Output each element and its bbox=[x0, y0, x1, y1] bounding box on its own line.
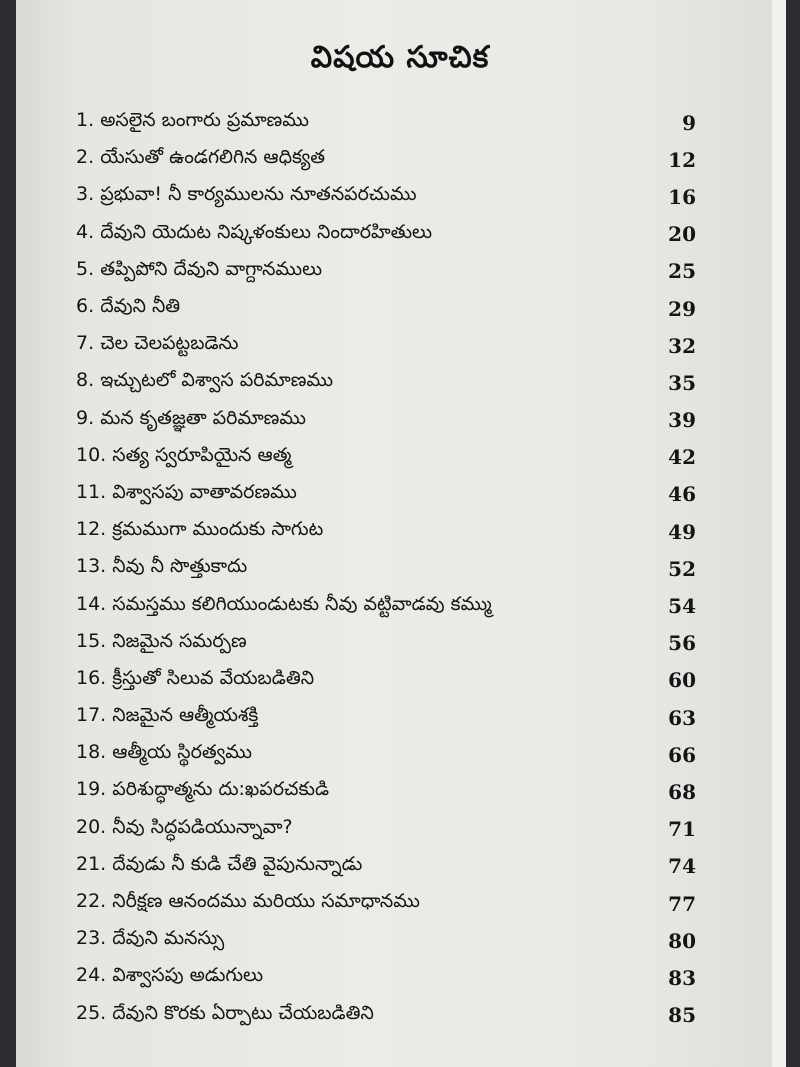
toc-entry-title: విశ్వాసపు అడుగులు bbox=[112, 964, 264, 987]
toc-entry-label bbox=[76, 890, 420, 917]
toc-entry-label bbox=[76, 332, 238, 359]
toc-entry-label bbox=[76, 407, 306, 434]
toc-entry-title: దేవుని కొరకు ఏర్పాటు చేయబడితిని bbox=[112, 1001, 374, 1024]
toc-entry bbox=[76, 997, 696, 1034]
toc-entry bbox=[76, 811, 696, 848]
toc-entry-label bbox=[76, 927, 224, 954]
toc-entry-number: 6. bbox=[76, 295, 95, 318]
toc-entry bbox=[76, 364, 696, 401]
toc-entry bbox=[76, 178, 696, 215]
toc-entry-page: 83 bbox=[668, 965, 696, 990]
toc-entry-label bbox=[76, 146, 325, 173]
toc-entry-title: దేవుని మనస్సు bbox=[112, 927, 225, 950]
toc-entry-number: 25. bbox=[76, 1001, 107, 1024]
toc-entry-title: దేవుని నీతి bbox=[100, 295, 181, 318]
toc-entry-page: 25 bbox=[668, 259, 696, 284]
toc-entry-title: ఆత్మీయ స్థిరత్వము bbox=[112, 741, 252, 764]
toc-entry-page: 80 bbox=[668, 928, 696, 953]
toc-entry-label bbox=[76, 295, 180, 322]
toc-entry bbox=[76, 141, 696, 178]
toc-entry-title: నిజమైన సమర్పణ bbox=[112, 629, 247, 652]
toc-entry-number: 11. bbox=[76, 480, 107, 503]
toc-entry-page: 35 bbox=[668, 370, 696, 395]
toc-entry-page: 77 bbox=[668, 891, 696, 916]
toc-entry bbox=[76, 104, 696, 141]
toc-entry-title: సత్య స్వరూపియైన ఆత్మ bbox=[112, 443, 292, 466]
toc-entry-title: నీవు నీ సొత్తుకాదు bbox=[112, 555, 248, 578]
toc-entry-page: 85 bbox=[668, 1003, 696, 1028]
toc-entry-number: 21. bbox=[76, 852, 107, 875]
toc-entry-title: యేసుతో ఉండగలిగిన ఆధిక్యత bbox=[100, 146, 326, 169]
toc-entry-title: తప్పిపోని దేవుని వాగ్దానములు bbox=[100, 257, 323, 280]
toc-entry-number: 10. bbox=[76, 443, 107, 466]
toc-entry bbox=[76, 922, 696, 959]
toc-entry-number: 2. bbox=[76, 146, 95, 169]
toc-entry-number: 13. bbox=[76, 555, 107, 578]
toc-entry-label bbox=[76, 667, 314, 694]
toc-entry-title: సమస్తము కలిగియుండుటకు నీవు వట్టివాడవు కమ్ము bbox=[112, 592, 492, 615]
toc-entry-title: క్రమముగా ముందుకు సాగుట bbox=[112, 518, 324, 541]
toc-entry-number: 1. bbox=[76, 109, 95, 132]
toc-entry-page: 60 bbox=[668, 668, 696, 693]
toc-entry-label bbox=[76, 555, 247, 582]
toc-entry-page: 68 bbox=[668, 779, 696, 804]
toc-entry-page: 42 bbox=[668, 445, 696, 470]
toc-entry-label bbox=[76, 630, 247, 657]
toc-entry-page: 46 bbox=[668, 482, 696, 507]
toc-entry-page: 32 bbox=[668, 333, 696, 358]
toc-entry-label bbox=[76, 853, 362, 880]
toc-entry-number: 22. bbox=[76, 890, 107, 913]
toc-entry-label bbox=[76, 183, 417, 210]
toc-entry bbox=[76, 402, 696, 439]
toc-entry bbox=[76, 587, 696, 624]
toc-entry-label bbox=[76, 481, 297, 508]
toc-entry-page: 16 bbox=[668, 184, 696, 209]
toc-entry-number: 15. bbox=[76, 629, 107, 652]
toc-entry-page: 71 bbox=[668, 817, 696, 842]
toc-entry-label bbox=[76, 778, 329, 805]
toc-entry-number: 7. bbox=[76, 332, 95, 355]
toc-entry-label bbox=[76, 369, 333, 396]
toc-entry-label bbox=[76, 221, 432, 248]
toc-entry-title: విశ్వాసపు వాతావరణము bbox=[112, 480, 297, 503]
toc-entry-title: దేవుడు నీ కుడి చేతి వైపునున్నాడు bbox=[112, 852, 363, 875]
toc-entry-page: 56 bbox=[668, 631, 696, 656]
toc-entry-label bbox=[76, 741, 252, 768]
toc-entry-label bbox=[76, 258, 322, 285]
toc-entry-page: 12 bbox=[668, 147, 696, 172]
toc-entry-number: 4. bbox=[76, 220, 95, 243]
toc-entry-page: 52 bbox=[668, 556, 696, 581]
toc-entry-page: 63 bbox=[668, 705, 696, 730]
toc-entry-title: ప్రభువా! నీ కార్యములను నూతనపరచుము bbox=[100, 183, 417, 206]
table-of-contents bbox=[76, 104, 696, 1034]
toc-entry bbox=[76, 513, 696, 550]
toc-entry bbox=[76, 662, 696, 699]
page-edge bbox=[772, 0, 786, 1067]
toc-entry-number: 24. bbox=[76, 964, 107, 987]
toc-entry-page: 20 bbox=[668, 222, 696, 247]
toc-entry bbox=[76, 327, 696, 364]
toc-entry-title: చెల చెలపట్టబడెను bbox=[100, 332, 239, 355]
toc-entry-number: 12. bbox=[76, 518, 107, 541]
toc-entry-number: 8. bbox=[76, 369, 95, 392]
toc-entry bbox=[76, 439, 696, 476]
toc-entry-label bbox=[76, 518, 323, 545]
toc-entry bbox=[76, 550, 696, 587]
toc-entry-label bbox=[76, 964, 263, 991]
toc-entry bbox=[76, 699, 696, 736]
toc-entry-label bbox=[76, 444, 291, 471]
toc-entry bbox=[76, 885, 696, 922]
toc-entry-number: 5. bbox=[76, 257, 95, 280]
toc-entry-title: నిజమైన ఆత్మీయశక్తి bbox=[112, 704, 259, 727]
page-title: విషయ సూచిక bbox=[310, 40, 490, 75]
toc-entry-title: క్రీస్తుతో సిలువ వేయబడితిని bbox=[112, 666, 315, 689]
toc-entry-number: 18. bbox=[76, 741, 107, 764]
toc-entry-title: పరిశుద్ధాత్మను దు:ఖపరచకుడి bbox=[112, 778, 330, 801]
toc-entry bbox=[76, 848, 696, 885]
toc-entry-number: 17. bbox=[76, 704, 107, 727]
toc-entry-title: నిరీక్షణ ఆనందము మరియు సమాధానము bbox=[112, 890, 420, 913]
toc-entry bbox=[76, 773, 696, 810]
toc-entry-page: 74 bbox=[668, 854, 696, 879]
toc-entry-title: నీవు సిద్ధపడియున్నావా? bbox=[112, 815, 293, 838]
toc-entry-title: ఇచ్చుటలో విశ్వాస పరిమాణము bbox=[100, 369, 334, 392]
toc-entry-label bbox=[76, 593, 492, 620]
toc-entry-label bbox=[76, 109, 309, 136]
toc-entry bbox=[76, 253, 696, 290]
toc-entry bbox=[76, 736, 696, 773]
toc-entry-number: 16. bbox=[76, 666, 107, 689]
toc-entry bbox=[76, 625, 696, 662]
toc-entry-title: దేవుని యెదుట నిష్కళంకులు నిందారహితులు bbox=[100, 220, 433, 243]
toc-entry-number: 20. bbox=[76, 815, 107, 838]
toc-entry-page: 49 bbox=[668, 519, 696, 544]
toc-entry-number: 9. bbox=[76, 406, 95, 429]
toc-entry-page: 29 bbox=[668, 296, 696, 321]
toc-entry-page: 9 bbox=[682, 110, 696, 135]
toc-entry-label bbox=[76, 816, 293, 843]
toc-entry-page: 66 bbox=[668, 742, 696, 767]
toc-entry bbox=[76, 216, 696, 253]
toc-entry-title: మన కృతజ్ఞతా పరిమాణము bbox=[100, 406, 307, 429]
toc-entry-number: 14. bbox=[76, 592, 107, 615]
toc-entry-number: 23. bbox=[76, 927, 107, 950]
toc-entry-page: 39 bbox=[668, 408, 696, 433]
toc-entry-label bbox=[76, 704, 258, 731]
toc-entry-number: 3. bbox=[76, 183, 95, 206]
toc-entry bbox=[76, 290, 696, 327]
toc-entry-label bbox=[76, 1002, 374, 1029]
toc-entry-title: అసలైన బంగారు ప్రమాణము bbox=[100, 109, 309, 132]
toc-entry-page: 54 bbox=[668, 594, 696, 619]
toc-entry-number: 19. bbox=[76, 778, 107, 801]
toc-entry bbox=[76, 959, 696, 996]
toc-entry bbox=[76, 476, 696, 513]
